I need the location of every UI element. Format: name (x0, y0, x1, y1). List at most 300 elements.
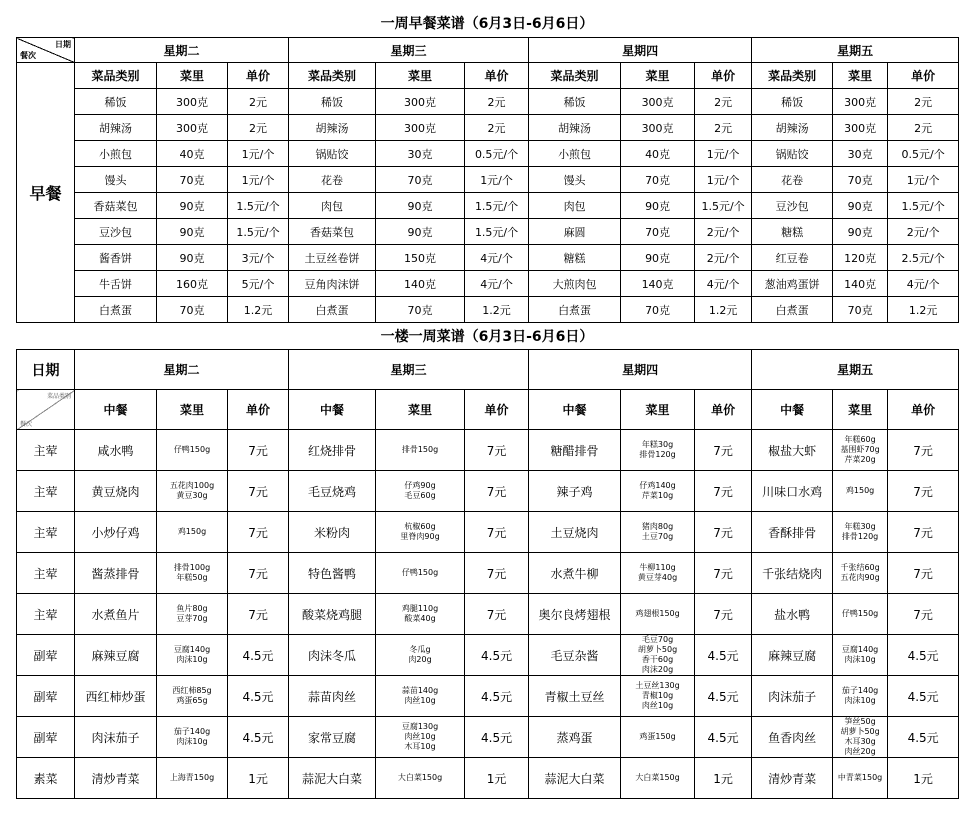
breakfast-item-qty: 90克 (833, 193, 888, 219)
lunch-dish-name: 毛豆杂酱 (529, 635, 621, 676)
breakfast-item-price: 0.5元/个 (888, 141, 959, 167)
breakfast-col-header: 菜里 (833, 63, 888, 89)
qty-line: 仔鸭150g (401, 568, 439, 577)
breakfast-item-qty: 300克 (157, 89, 228, 115)
lunch-dish-qty (621, 676, 695, 717)
breakfast-item-qty: 90克 (157, 245, 228, 271)
qty-line: 豆腐140g (841, 645, 879, 654)
breakfast-item-price: 2元 (888, 89, 959, 115)
lunch-dish-qty (157, 553, 228, 594)
lunch-col-header: 中餐 (529, 390, 621, 430)
breakfast-item-price: 1.5元/个 (228, 219, 289, 245)
lunch-dish-name: 毛豆烧鸡 (289, 471, 376, 512)
lunch-dish-price: 7元 (888, 553, 959, 594)
lunch-dish-price: 4.5元 (695, 717, 752, 758)
breakfast-item-name: 花卷 (752, 167, 833, 193)
breakfast-item-name: 稀饭 (752, 89, 833, 115)
lunch-category: 主荤 (17, 430, 75, 471)
lunch-dish-qty (833, 430, 888, 471)
breakfast-item-name: 花卷 (289, 167, 376, 193)
lunch-dish-price: 7元 (465, 512, 529, 553)
breakfast-item-name: 白煮蛋 (75, 297, 157, 323)
lunch-dish-name: 水煮鱼片 (75, 594, 157, 635)
qty-line: 大白菜150g (635, 773, 680, 782)
lunch-dish-qty (157, 594, 228, 635)
lunch-day-header: 星期五 (752, 350, 959, 390)
breakfast-item-price: 1元/个 (695, 167, 752, 193)
lunch-row (17, 717, 959, 758)
lunch-row (17, 471, 959, 512)
breakfast-row (17, 219, 959, 245)
breakfast-item-name: 白煮蛋 (529, 297, 621, 323)
lunch-dish-qty (376, 553, 465, 594)
breakfast-item-name: 大煎肉包 (529, 271, 621, 297)
breakfast-item-name: 馒头 (529, 167, 621, 193)
lunch-title: 一楼一周菜谱（6月3日-6月6日） (380, 329, 594, 345)
qty-line: 排骨120g (639, 450, 676, 459)
breakfast-item-qty: 140克 (621, 271, 695, 297)
breakfast-item-qty: 30克 (833, 141, 888, 167)
breakfast-day-header: 星期二 (75, 38, 289, 63)
lunch-dish-name: 肉沫冬瓜 (289, 635, 376, 676)
lunch-dish-price: 1元 (888, 758, 959, 799)
lunch-dish-name: 西红柿炒蛋 (75, 676, 157, 717)
breakfast-item-qty: 70克 (833, 167, 888, 193)
breakfast-row (17, 89, 959, 115)
lunch-dish-name: 糖醋排骨 (529, 430, 621, 471)
corner-date-label: 日期 (55, 40, 71, 49)
qty-line: 青椒10g (641, 691, 674, 700)
lunch-dish-price: 7元 (465, 471, 529, 512)
breakfast-item-price: 1.5元/个 (695, 193, 752, 219)
lunch-dish-qty (621, 717, 695, 758)
breakfast-item-name: 肉包 (289, 193, 376, 219)
breakfast-item-qty: 30克 (376, 141, 465, 167)
qty-line: 排骨150g (401, 445, 439, 454)
breakfast-item-name: 小煎包 (529, 141, 621, 167)
qty-line: 胡萝卜50g (840, 727, 880, 736)
breakfast-item-qty: 90克 (376, 219, 465, 245)
qty-line: 上海青150g (169, 773, 215, 782)
qty-line: 肉丝20g (844, 747, 876, 756)
breakfast-title: 一周早餐菜谱（6月3日-6月6日） (380, 16, 594, 32)
breakfast-row (17, 271, 959, 297)
breakfast-item-price: 1.2元 (888, 297, 959, 323)
breakfast-item-name: 糖糕 (529, 245, 621, 271)
lunch-row (17, 430, 959, 471)
breakfast-col-header: 单价 (465, 63, 529, 89)
breakfast-item-name: 小煎包 (75, 141, 157, 167)
qty-line: 五花肉90g (840, 573, 880, 582)
lunch-dish-name: 麻辣豆腐 (75, 635, 157, 676)
lunch-dish-price: 7元 (228, 430, 289, 471)
breakfast-item-qty: 120克 (833, 245, 888, 271)
breakfast-item-price: 1元/个 (465, 167, 529, 193)
lunch-dish-qty (833, 553, 888, 594)
qty-line: 鸡150g (177, 527, 207, 536)
lunch-dish-price: 4.5元 (695, 676, 752, 717)
qty-line: 豆腐140g (173, 645, 211, 654)
qty-line: 香干60g (641, 655, 674, 664)
qty-line: 肉沫10g (844, 655, 876, 664)
lunch-category: 素菜 (17, 758, 75, 799)
breakfast-item-name: 土豆丝卷饼 (289, 245, 376, 271)
qty-line: 杭椒60g (404, 522, 436, 531)
qty-line: 木耳30g (844, 737, 876, 746)
lunch-dish-price: 7元 (695, 512, 752, 553)
lunch-dish-name: 鱼香肉丝 (752, 717, 833, 758)
qty-line: 黄豆芽40g (637, 573, 678, 582)
breakfast-col-header: 菜品类别 (529, 63, 621, 89)
lunch-col-header: 中餐 (75, 390, 157, 430)
lunch-dish-price: 4.5元 (228, 717, 289, 758)
qty-line: 肉沫10g (844, 696, 876, 705)
lunch-dish-name: 清炒青菜 (75, 758, 157, 799)
lunch-dish-name: 酱蒸排骨 (75, 553, 157, 594)
qty-line: 鸡腿110g (401, 604, 439, 613)
breakfast-item-qty: 70克 (376, 297, 465, 323)
breakfast-item-name: 牛舌饼 (75, 271, 157, 297)
breakfast-item-qty: 90克 (621, 245, 695, 271)
lunch-date-label: 日期 (17, 350, 75, 390)
breakfast-item-qty: 300克 (376, 89, 465, 115)
qty-line: 基围虾70g (840, 445, 880, 454)
breakfast-item-name: 白煮蛋 (752, 297, 833, 323)
lunch-day-header: 星期二 (75, 350, 289, 390)
lunch-dish-name: 香酥排骨 (752, 512, 833, 553)
breakfast-item-price: 2元 (465, 115, 529, 141)
breakfast-item-price: 2元 (228, 89, 289, 115)
lunch-dish-price: 7元 (695, 430, 752, 471)
breakfast-item-price: 4元/个 (888, 271, 959, 297)
breakfast-item-qty: 70克 (621, 167, 695, 193)
qty-line: 土豆丝130g (635, 681, 680, 690)
qty-line: 仔鸭150g (841, 609, 879, 618)
lunch-dish-price: 1元 (465, 758, 529, 799)
breakfast-row (17, 297, 959, 323)
lunch-dish-price: 4.5元 (888, 635, 959, 676)
lunch-dish-qty (157, 676, 228, 717)
qty-line: 仔鸡140g (639, 481, 676, 490)
breakfast-row (17, 193, 959, 219)
lunch-dish-price: 7元 (228, 512, 289, 553)
breakfast-item-name: 豆角肉沫饼 (289, 271, 376, 297)
breakfast-item-name: 胡辣汤 (75, 115, 157, 141)
qty-line: 肉20g (408, 655, 432, 664)
breakfast-item-name: 香菇菜包 (75, 193, 157, 219)
lunch-dish-qty (833, 676, 888, 717)
lunch-dish-price: 4.5元 (465, 717, 529, 758)
qty-line: 肉沫10g (176, 737, 208, 746)
lunch-category: 副荤 (17, 676, 75, 717)
qty-line: 年糕30g (641, 440, 674, 449)
lunch-category: 主荤 (17, 594, 75, 635)
qty-line: 肉丝10g (404, 696, 436, 705)
lunch-category: 主荤 (17, 471, 75, 512)
lunch-category: 主荤 (17, 553, 75, 594)
breakfast-item-price: 1元/个 (695, 141, 752, 167)
breakfast-col-header: 菜里 (157, 63, 228, 89)
lunch-dish-qty (157, 471, 228, 512)
qty-line: 酸菜40g (404, 614, 436, 623)
qty-line: 猪肉80g (641, 522, 674, 531)
breakfast-item-qty: 140克 (376, 271, 465, 297)
breakfast-item-price: 1.5元/个 (465, 193, 529, 219)
lunch-col-header: 菜里 (376, 390, 465, 430)
breakfast-item-qty: 160克 (157, 271, 228, 297)
breakfast-item-qty: 40克 (157, 141, 228, 167)
breakfast-item-name: 麻圆 (529, 219, 621, 245)
breakfast-item-price: 1.2元 (465, 297, 529, 323)
lunch-col-header: 菜里 (157, 390, 228, 430)
breakfast-item-qty: 90克 (157, 219, 228, 245)
breakfast-item-price: 4元/个 (465, 271, 529, 297)
breakfast-item-price: 0.5元/个 (465, 141, 529, 167)
breakfast-item-qty: 300克 (157, 115, 228, 141)
lunch-dish-qty (621, 635, 695, 676)
breakfast-item-price: 1元/个 (888, 167, 959, 193)
breakfast-item-qty: 90克 (833, 219, 888, 245)
breakfast-item-price: 2.5元/个 (888, 245, 959, 271)
breakfast-row (17, 115, 959, 141)
lunch-dish-name: 土豆烧肉 (529, 512, 621, 553)
lunch-dish-name: 特色酱鸭 (289, 553, 376, 594)
lunch-dish-qty (376, 676, 465, 717)
lunch-dish-price: 4.5元 (465, 635, 529, 676)
breakfast-row (17, 245, 959, 271)
breakfast-item-name: 锅贴饺 (752, 141, 833, 167)
lunch-col-header: 菜里 (833, 390, 888, 430)
breakfast-table (16, 37, 959, 323)
lunch-dish-qty (157, 717, 228, 758)
breakfast-day-header: 星期四 (529, 38, 752, 63)
breakfast-item-price: 2元 (228, 115, 289, 141)
qty-line: 年糕30g (844, 522, 876, 531)
breakfast-item-name: 豆沙包 (75, 219, 157, 245)
lunch-category: 副荤 (17, 635, 75, 676)
lunch-dish-qty (376, 471, 465, 512)
lunch-dish-qty (833, 717, 888, 758)
lunch-dish-name: 清炒青菜 (752, 758, 833, 799)
lunch-dish-price: 7元 (695, 594, 752, 635)
qty-line: 千张结60g (840, 563, 880, 572)
lunch-dish-price: 7元 (695, 471, 752, 512)
corner-meal-label: 餐次 (20, 421, 33, 428)
lunch-dish-qty (376, 717, 465, 758)
lunch-dish-name: 麻辣豆腐 (752, 635, 833, 676)
lunch-dish-qty (833, 635, 888, 676)
qty-line: 土豆70g (641, 532, 674, 541)
lunch-dish-qty (376, 512, 465, 553)
breakfast-item-name: 锅贴饺 (289, 141, 376, 167)
lunch-corner (17, 390, 75, 430)
corner-category-label: 菜品类别 (46, 393, 71, 400)
lunch-dish-price: 7元 (888, 430, 959, 471)
qty-line: 年糕50g (176, 573, 208, 582)
breakfast-col-header: 菜里 (376, 63, 465, 89)
breakfast-item-name: 稀饭 (529, 89, 621, 115)
lunch-dish-name: 咸水鸭 (75, 430, 157, 471)
lunch-dish-name: 蒸鸡蛋 (529, 717, 621, 758)
lunch-dish-name: 蒜苗肉丝 (289, 676, 376, 717)
qty-line: 肉沫10g (176, 655, 208, 664)
lunch-dish-qty (621, 553, 695, 594)
lunch-dish-name: 千张结烧肉 (752, 553, 833, 594)
lunch-dish-qty (833, 512, 888, 553)
breakfast-item-qty: 140克 (833, 271, 888, 297)
breakfast-item-qty: 300克 (621, 115, 695, 141)
breakfast-item-name: 白煮蛋 (289, 297, 376, 323)
breakfast-item-qty: 70克 (621, 297, 695, 323)
lunch-dish-price: 7元 (228, 553, 289, 594)
qty-line: 毛豆70g (641, 635, 674, 644)
lunch-dish-name: 辣子鸡 (529, 471, 621, 512)
breakfast-item-price: 4元/个 (465, 245, 529, 271)
lunch-col-header: 中餐 (752, 390, 833, 430)
lunch-dish-qty (833, 594, 888, 635)
breakfast-item-qty: 70克 (157, 167, 228, 193)
breakfast-col-header: 菜品类别 (75, 63, 157, 89)
breakfast-item-qty: 300克 (833, 89, 888, 115)
lunch-dish-price: 7元 (695, 553, 752, 594)
breakfast-item-qty: 300克 (621, 89, 695, 115)
breakfast-item-name: 香菇菜包 (289, 219, 376, 245)
lunch-dish-price: 4.5元 (888, 717, 959, 758)
lunch-row (17, 594, 959, 635)
qty-line: 西红柿85g (172, 686, 212, 695)
lunch-dish-name: 黄豆烧肉 (75, 471, 157, 512)
lunch-dish-name: 家常豆腐 (289, 717, 376, 758)
qty-line: 排骨100g (173, 563, 211, 572)
breakfast-item-name: 糖糕 (752, 219, 833, 245)
lunch-dish-name: 奥尔良烤翅根 (529, 594, 621, 635)
qty-line: 里脊肉90g (400, 532, 440, 541)
breakfast-item-qty: 70克 (833, 297, 888, 323)
lunch-row (17, 512, 959, 553)
lunch-dish-name: 盐水鸭 (752, 594, 833, 635)
breakfast-item-price: 2元 (465, 89, 529, 115)
qty-line: 仔鸡90g (404, 481, 436, 490)
lunch-dish-name: 酸菜烧鸡腿 (289, 594, 376, 635)
breakfast-item-price: 1.2元 (228, 297, 289, 323)
breakfast-item-qty: 90克 (157, 193, 228, 219)
qty-line: 豆腐130g (401, 722, 439, 731)
lunch-dish-name: 蒜泥大白菜 (289, 758, 376, 799)
lunch-row (17, 758, 959, 799)
breakfast-item-qty: 70克 (621, 219, 695, 245)
breakfast-item-name: 豆沙包 (752, 193, 833, 219)
breakfast-item-name: 稀饭 (289, 89, 376, 115)
lunch-dish-qty (833, 471, 888, 512)
breakfast-item-price: 2元 (695, 89, 752, 115)
breakfast-item-qty: 300克 (376, 115, 465, 141)
breakfast-item-price: 1元/个 (228, 141, 289, 167)
lunch-day-header: 星期三 (289, 350, 529, 390)
breakfast-col-header: 菜里 (621, 63, 695, 89)
lunch-dish-name: 水煮牛柳 (529, 553, 621, 594)
lunch-row (17, 553, 959, 594)
lunch-dish-name: 蒜泥大白菜 (529, 758, 621, 799)
breakfast-item-price: 2元 (695, 115, 752, 141)
lunch-dish-price: 4.5元 (228, 635, 289, 676)
breakfast-col-header: 单价 (888, 63, 959, 89)
lunch-dish-qty (621, 594, 695, 635)
lunch-dish-qty (376, 758, 465, 799)
lunch-category: 主荤 (17, 512, 75, 553)
breakfast-item-name: 稀饭 (75, 89, 157, 115)
breakfast-item-price: 1.5元/个 (465, 219, 529, 245)
qty-line: 芹菜10g (641, 491, 674, 500)
lunch-dish-name: 红烧排骨 (289, 430, 376, 471)
qty-line: 大白菜150g (397, 773, 443, 782)
qty-line: 毛豆60g (404, 491, 436, 500)
lunch-col-header: 单价 (465, 390, 529, 430)
qty-line: 排骨120g (841, 532, 879, 541)
qty-line: 冬瓜g (409, 645, 431, 654)
qty-line: 黄豆30g (176, 491, 208, 500)
lunch-category: 副荤 (17, 717, 75, 758)
qty-line: 胡萝卜50g (637, 645, 678, 654)
lunch-dish-price: 4.5元 (888, 676, 959, 717)
breakfast-item-qty: 90克 (621, 193, 695, 219)
breakfast-col-header: 菜品类别 (289, 63, 376, 89)
lunch-dish-qty (376, 430, 465, 471)
lunch-dish-name: 小炒仔鸡 (75, 512, 157, 553)
lunch-dish-qty (621, 758, 695, 799)
lunch-dish-name: 川味口水鸡 (752, 471, 833, 512)
qty-line: 肉丝10g (641, 701, 674, 710)
breakfast-item-qty: 40克 (621, 141, 695, 167)
lunch-dish-price: 7元 (465, 430, 529, 471)
qty-line: 豆芽70g (176, 614, 208, 623)
breakfast-row (17, 167, 959, 193)
corner-meal-label: 餐次 (20, 51, 36, 60)
qty-line: 年糕60g (844, 435, 876, 444)
breakfast-row (17, 141, 959, 167)
qty-line: 芹菜20g (844, 455, 876, 464)
lunch-dish-price: 4.5元 (465, 676, 529, 717)
lunch-dish-qty (621, 430, 695, 471)
lunch-dish-price: 1元 (695, 758, 752, 799)
lunch-dish-name: 青椒土豆丝 (529, 676, 621, 717)
lunch-dish-qty (157, 635, 228, 676)
breakfast-item-price: 2元 (888, 115, 959, 141)
qty-line: 中青菜150g (837, 773, 883, 782)
lunch-col-header: 中餐 (289, 390, 376, 430)
lunch-col-header: 单价 (695, 390, 752, 430)
breakfast-item-qty: 70克 (376, 167, 465, 193)
breakfast-item-name: 红豆卷 (752, 245, 833, 271)
breakfast-item-name: 葱油鸡蛋饼 (752, 271, 833, 297)
breakfast-item-qty: 70克 (157, 297, 228, 323)
lunch-dish-qty (157, 512, 228, 553)
qty-line: 鸡150g (845, 486, 875, 495)
lunch-dish-qty (376, 594, 465, 635)
lunch-dish-price: 4.5元 (695, 635, 752, 676)
breakfast-day-header: 星期五 (752, 38, 959, 63)
qty-line: 鸡翅根150g (635, 609, 680, 618)
qty-line: 鸡蛋150g (639, 732, 676, 741)
lunch-day-header: 星期四 (529, 350, 752, 390)
breakfast-item-name: 胡辣汤 (289, 115, 376, 141)
breakfast-item-name: 馒头 (75, 167, 157, 193)
breakfast-item-qty: 90克 (376, 193, 465, 219)
breakfast-item-price: 1.5元/个 (888, 193, 959, 219)
breakfast-col-header: 单价 (228, 63, 289, 89)
lunch-dish-qty (157, 758, 228, 799)
qty-line: 木耳10g (404, 742, 436, 751)
lunch-dish-price: 7元 (888, 512, 959, 553)
